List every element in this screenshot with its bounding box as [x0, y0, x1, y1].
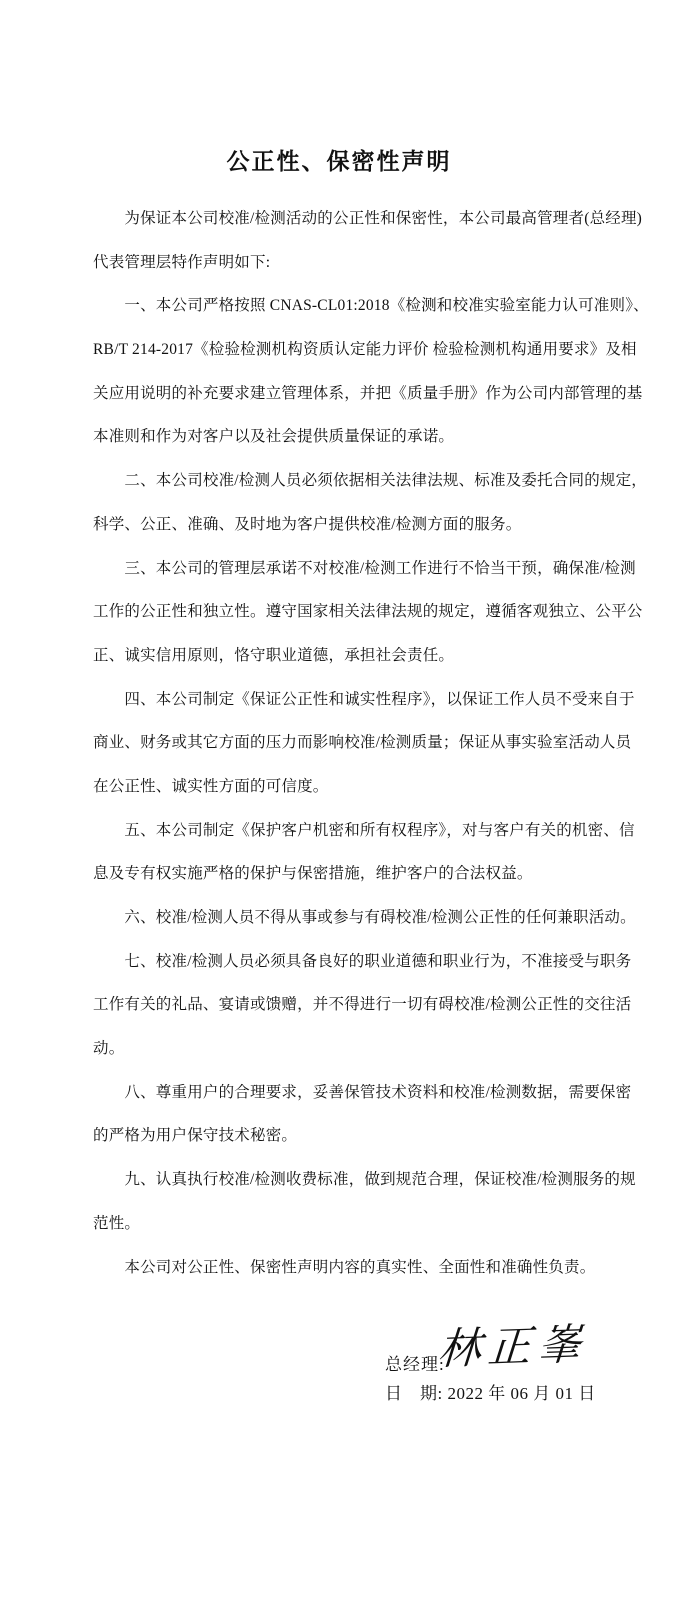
document-line: 的严格为用户保守技术秘密。 [93, 1127, 298, 1145]
document-line: 八、尊重用户的合理要求，妥善保管技术资料和校准/检测数据，需要保密 [93, 1083, 632, 1101]
document-line: 本准则和作为对客户以及社会提供质量保证的承诺。 [93, 428, 455, 446]
document-line: 二、本公司校准/检测人员必须依据相关法律法规、标准及委托合同的规定， [93, 472, 648, 490]
document-line: RB/T 214-2017《检验检测机构资质认定能力评价 检验检测机构通用要求》及相 [93, 341, 637, 359]
document-line: 关应用说明的补充要求建立管理体系，并把《质量手册》作为公司内部管理的基 [93, 384, 643, 402]
document-line: 范性。 [93, 1214, 141, 1232]
page-title: 公正性、保密性声明 [226, 149, 452, 174]
document-body [93, 197, 649, 1289]
document-line: 五、本公司制定《保护客户机密和所有权程序》，对与客户有关的机密、信 [93, 821, 635, 839]
document-line: 四、本公司制定《保证公正性和诚实性程序》，以保证工作人员不受来自于 [93, 690, 635, 708]
document-line: 代表管理层特作声明如下: [93, 253, 271, 271]
document-line: 息及专有权实施严格的保护与保密措施，维护客户的合法权益。 [93, 865, 533, 883]
document-line: 在公正性、诚实性方面的可信度。 [93, 777, 329, 795]
document-line: 科学、公正、准确、及时地为客户提供校准/检测方面的服务。 [93, 515, 522, 533]
document-line: 三、本公司的管理层承诺不对校准/检测工作进行不恰当干预，确保准/检测 [93, 559, 636, 577]
document-line: 六、校准/检测人员不得从事或参与有碍校准/检测公正性的任何兼职活动。 [93, 909, 636, 926]
document-line: 商业、财务或其它方面的压力而影响校准/检测质量；保证从事实验室活动人员 [93, 734, 632, 752]
document-line: 九、认真执行校准/检测收费标准，做到规范合理，保证校准/检测服务的规 [93, 1171, 636, 1189]
document-line: 工作有关的礼品、宴请或馈赠，并不得进行一切有碍校准/检测公正性的交往活 [93, 996, 632, 1014]
document-line: 正、诚实信用原则，恪守职业道德，承担社会责任。 [93, 646, 455, 664]
handwritten-signature: 林正峯 [436, 1321, 590, 1374]
document-line: 为保证本公司校准/检测活动的公正性和保密性，本公司最高管理者(总经理) [93, 210, 643, 227]
document-line: 工作的公正性和独立性。遵守国家相关法律法规的规定，遵循客观独立、公平公 [93, 603, 643, 621]
document-line: 本公司对公正性、保密性声明内容的真实性、全面性和准确性负责。 [93, 1258, 596, 1276]
document-line: 一、本公司严格按照 CNAS-CL01:2018《检测和校准实验室能力认可准则》、 [93, 297, 649, 315]
date-line: 日 期: 2022 年 06 月 01 日 [385, 1384, 596, 1403]
document-line: 七、校准/检测人员必须具备良好的职业道德和职业行为，不准接受与职务 [93, 952, 632, 970]
document-line: 动。 [93, 1040, 125, 1058]
general-manager-label: 总经理: [385, 1355, 445, 1374]
